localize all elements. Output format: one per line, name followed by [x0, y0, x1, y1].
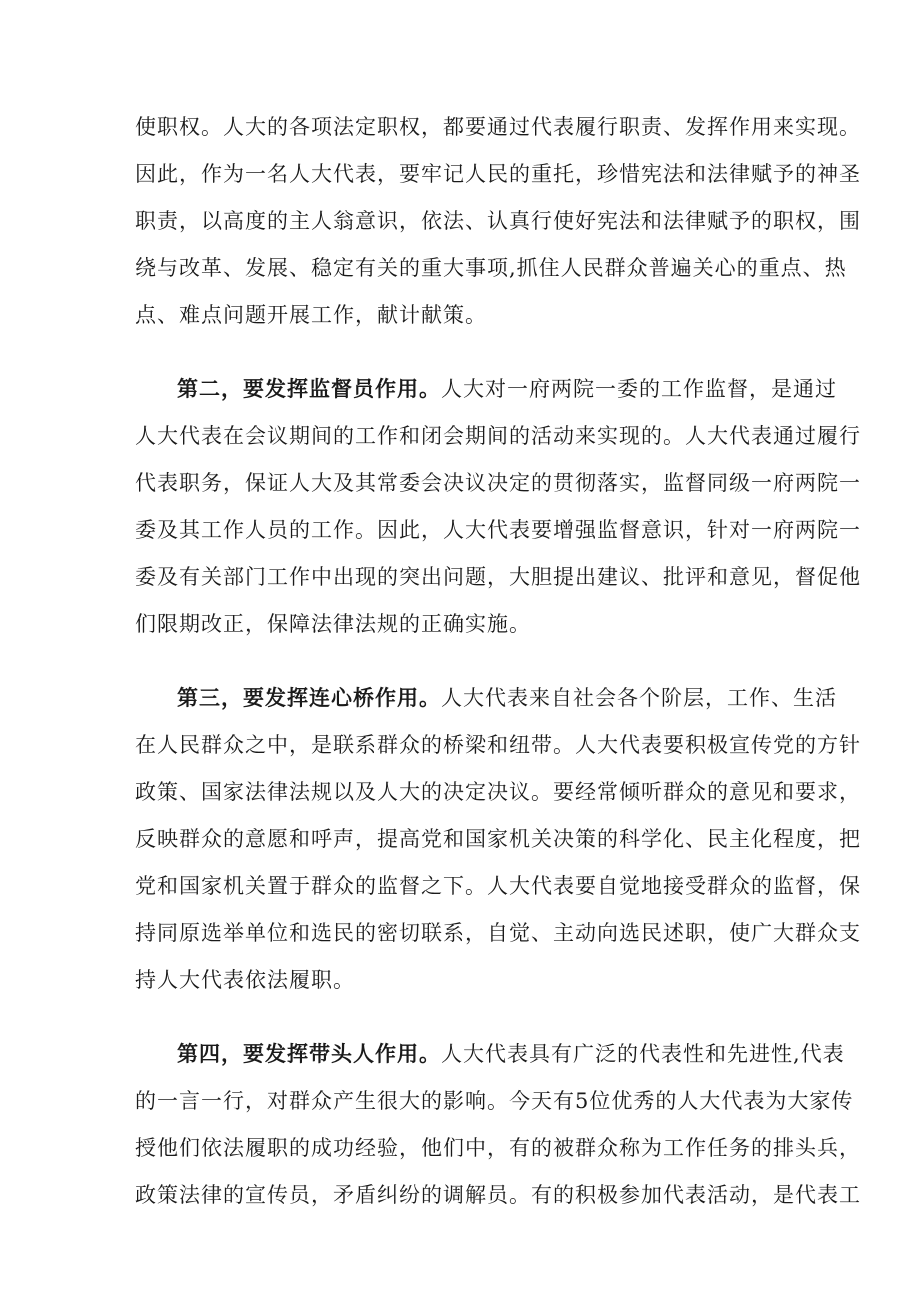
paragraph-4-heading: 第四，要发挥带头人作用。 [177, 1041, 441, 1066]
paragraph-2-line-1-text: 人大对一府两院一委的工作监督，是通过 [441, 377, 837, 401]
paragraph-2-line-3: 代表职务，保证人大及其常委会决议决定的贯彻落实，监督同级一府两院一 [135, 471, 861, 495]
paragraph-4-line-1-text: 人大代表具有广泛的代表性和先进性,代表 [441, 1042, 845, 1066]
paragraph-1-line-1: 使职权。人大的各项法定职权，都要通过代表履行职责、发挥作用来实现。 [135, 115, 861, 139]
paragraph-3-line-6: 持同原选举单位和选民的密切联系，自觉、主动向选民述职，使广大群众支 [135, 921, 861, 945]
paragraph-1-line-4: 绕与改革、发展、稳定有关的重大事项,抓住人民群众普遍关心的重点、热 [135, 256, 847, 280]
paragraph-3-line-2: 在人民群众之中，是联系群众的桥梁和纽带。人大代表要积极宣传党的方针 [135, 733, 861, 757]
paragraph-1-line-2: 因此，作为一名人大代表，要牢记人民的重托，珍惜宪法和法律赋予的神圣 [135, 162, 861, 186]
paragraph-3-line-3: 政策、国家法律法规以及人大的决定决议。要经常倾听群众的意见和要求， [135, 780, 861, 804]
paragraph-1-line-5: 点、难点问题开展工作，献计献策。 [135, 303, 487, 327]
paragraph-3-line-7: 持人大代表依法履职。 [135, 968, 355, 992]
paragraph-2-line-2: 人大代表在会议期间的工作和闭会期间的活动来实现的。人大代表通过履行 [135, 424, 861, 448]
paragraph-3-line-5: 党和国家机关置于群众的监督之下。人大代表要自觉地接受群众的监督，保 [135, 874, 861, 898]
paragraph-1-line-3: 职责，以高度的主人翁意识，依法、认真行使好宪法和法律赋予的职权，围 [135, 209, 861, 233]
paragraph-2-line-5: 委及有关部门工作中出现的突出问题，大胆提出建议、批评和意见，督促他 [135, 565, 861, 589]
paragraph-3-line-1 [177, 678, 837, 718]
paragraph-2-line-6: 们限期改正，保障法律法规的正确实施。 [135, 612, 531, 636]
paragraph-2-line-4: 委及其工作人员的工作。因此，人大代表要增强监督意识，针对一府两院一 [135, 518, 861, 542]
paragraph-4-line-1 [177, 1034, 845, 1074]
paragraph-2-line-1 [177, 369, 837, 409]
paragraph-3-line-1-text: 人大代表来自社会各个阶层，工作、生活 [441, 686, 837, 710]
paragraph-4-line-3: 授他们依法履职的成功经验，他们中，有的被群众称为工作任务的排头兵， [135, 1136, 861, 1160]
paragraph-4-line-2: 的一言一行，对群众产生很大的影响。今天有5位优秀的人大代表为大家传 [135, 1089, 854, 1113]
paragraph-3-line-4: 反映群众的意愿和呼声，提高党和国家机关决策的科学化、民主化程度，把 [135, 827, 861, 851]
paragraph-3-heading: 第三，要发挥连心桥作用。 [177, 685, 441, 710]
paragraph-4-line-4: 政策法律的宣传员，矛盾纠纷的调解员。有的积极参加代表活动，是代表工 [135, 1183, 861, 1207]
paragraph-2-heading: 第二，要发挥监督员作用。 [177, 376, 441, 401]
